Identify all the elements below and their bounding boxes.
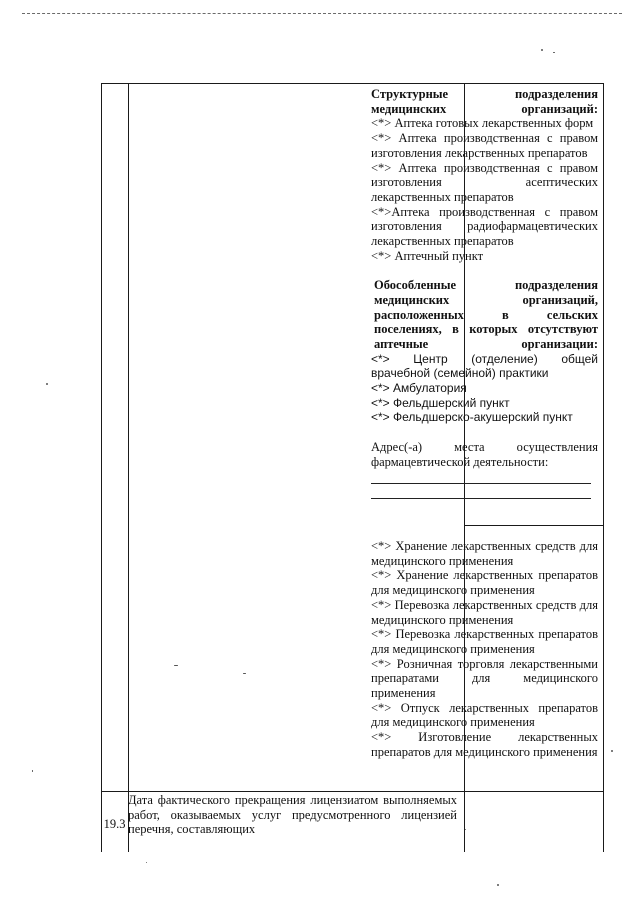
work-item: <*> Изготовление лекарственных препаратов для медицинского применения: [371, 730, 598, 759]
scan-speck: [611, 750, 613, 752]
table-border-left: [101, 83, 102, 852]
structural-heading: Структурные подразделения медицинских организаций:: [371, 87, 598, 116]
row-divider-19-3: [101, 791, 604, 792]
table-border-right: [603, 83, 604, 852]
work-item: <*> Хранение лекарственных средств для медицинского применения: [371, 539, 598, 568]
work-item: <*> Хранение лекарственных препаратов для медицинского применения: [371, 568, 598, 598]
table-divider-number: [128, 83, 129, 852]
scan-speck: [46, 383, 48, 385]
row-divider-right: [464, 525, 604, 526]
org-types-cell: [371, 87, 598, 499]
work-item: <*> Перевозка лекарственных препаратов для медицинского применения: [371, 627, 598, 656]
separate-item: <*> Центр (отделение) общей врачебной (семейной) практики: [371, 351, 598, 381]
scan-speck: [541, 49, 543, 51]
structural-item: <*>Аптека производственная с правом изготовления радиофармацевтических лекарственных препаратов: [371, 204, 598, 249]
structural-item: <*> Аптека производственная с правом изготовления асептических лекарственных препаратов: [371, 160, 598, 204]
address-field-line[interactable]: [371, 498, 591, 499]
structural-item: <*> Аптека готовых лекарственных форм: [371, 116, 594, 131]
address-label: Адрес(-а) места осуществления фармацевтической деятельности:: [371, 439, 598, 469]
work-item: <*> Перевозка лекарственных средств для медицинского применения: [371, 597, 598, 627]
structural-item: <*> Аптека производственная с правом изготовления лекарственных препаратов: [371, 131, 598, 160]
licence-table: [101, 83, 604, 852]
separate-heading: Обособленные подразделения медицинских организаций, расположенных в сельских поселениях, в которых отсутствуют аптечные организации:: [374, 278, 598, 351]
spacer: [371, 263, 598, 278]
row-number: 19.3: [103, 817, 126, 831]
separate-item: <*> Фельдшерский пункт: [371, 395, 510, 410]
separate-item: <*> Амбулатория: [371, 381, 467, 396]
top-dashed-rule: [22, 13, 622, 14]
structural-item: <*> Аптечный пункт: [371, 248, 484, 263]
work-item: <*> Отпуск лекарственных препаратов для медицинского применения: [371, 700, 598, 730]
scan-speck: [32, 770, 33, 772]
separate-item: <*> Фельдшерско-акушерский пункт: [371, 410, 573, 425]
scan-speck: [553, 52, 555, 53]
row-19-3-description: Дата фактического прекращения лицензиатом выполняемых работ, оказываемых услуг предусмотренного лицензией перечня, составляющих: [128, 793, 457, 837]
scan-speck: [146, 862, 147, 863]
row-19-3-text: [128, 793, 457, 837]
works-cell: [371, 539, 598, 760]
work-item: <*> Розничная торговля лекарственными препаратами для медицинского применения: [371, 656, 598, 701]
spacer: [371, 425, 598, 440]
table-border-top: [101, 83, 604, 84]
scan-speck: [497, 884, 499, 886]
